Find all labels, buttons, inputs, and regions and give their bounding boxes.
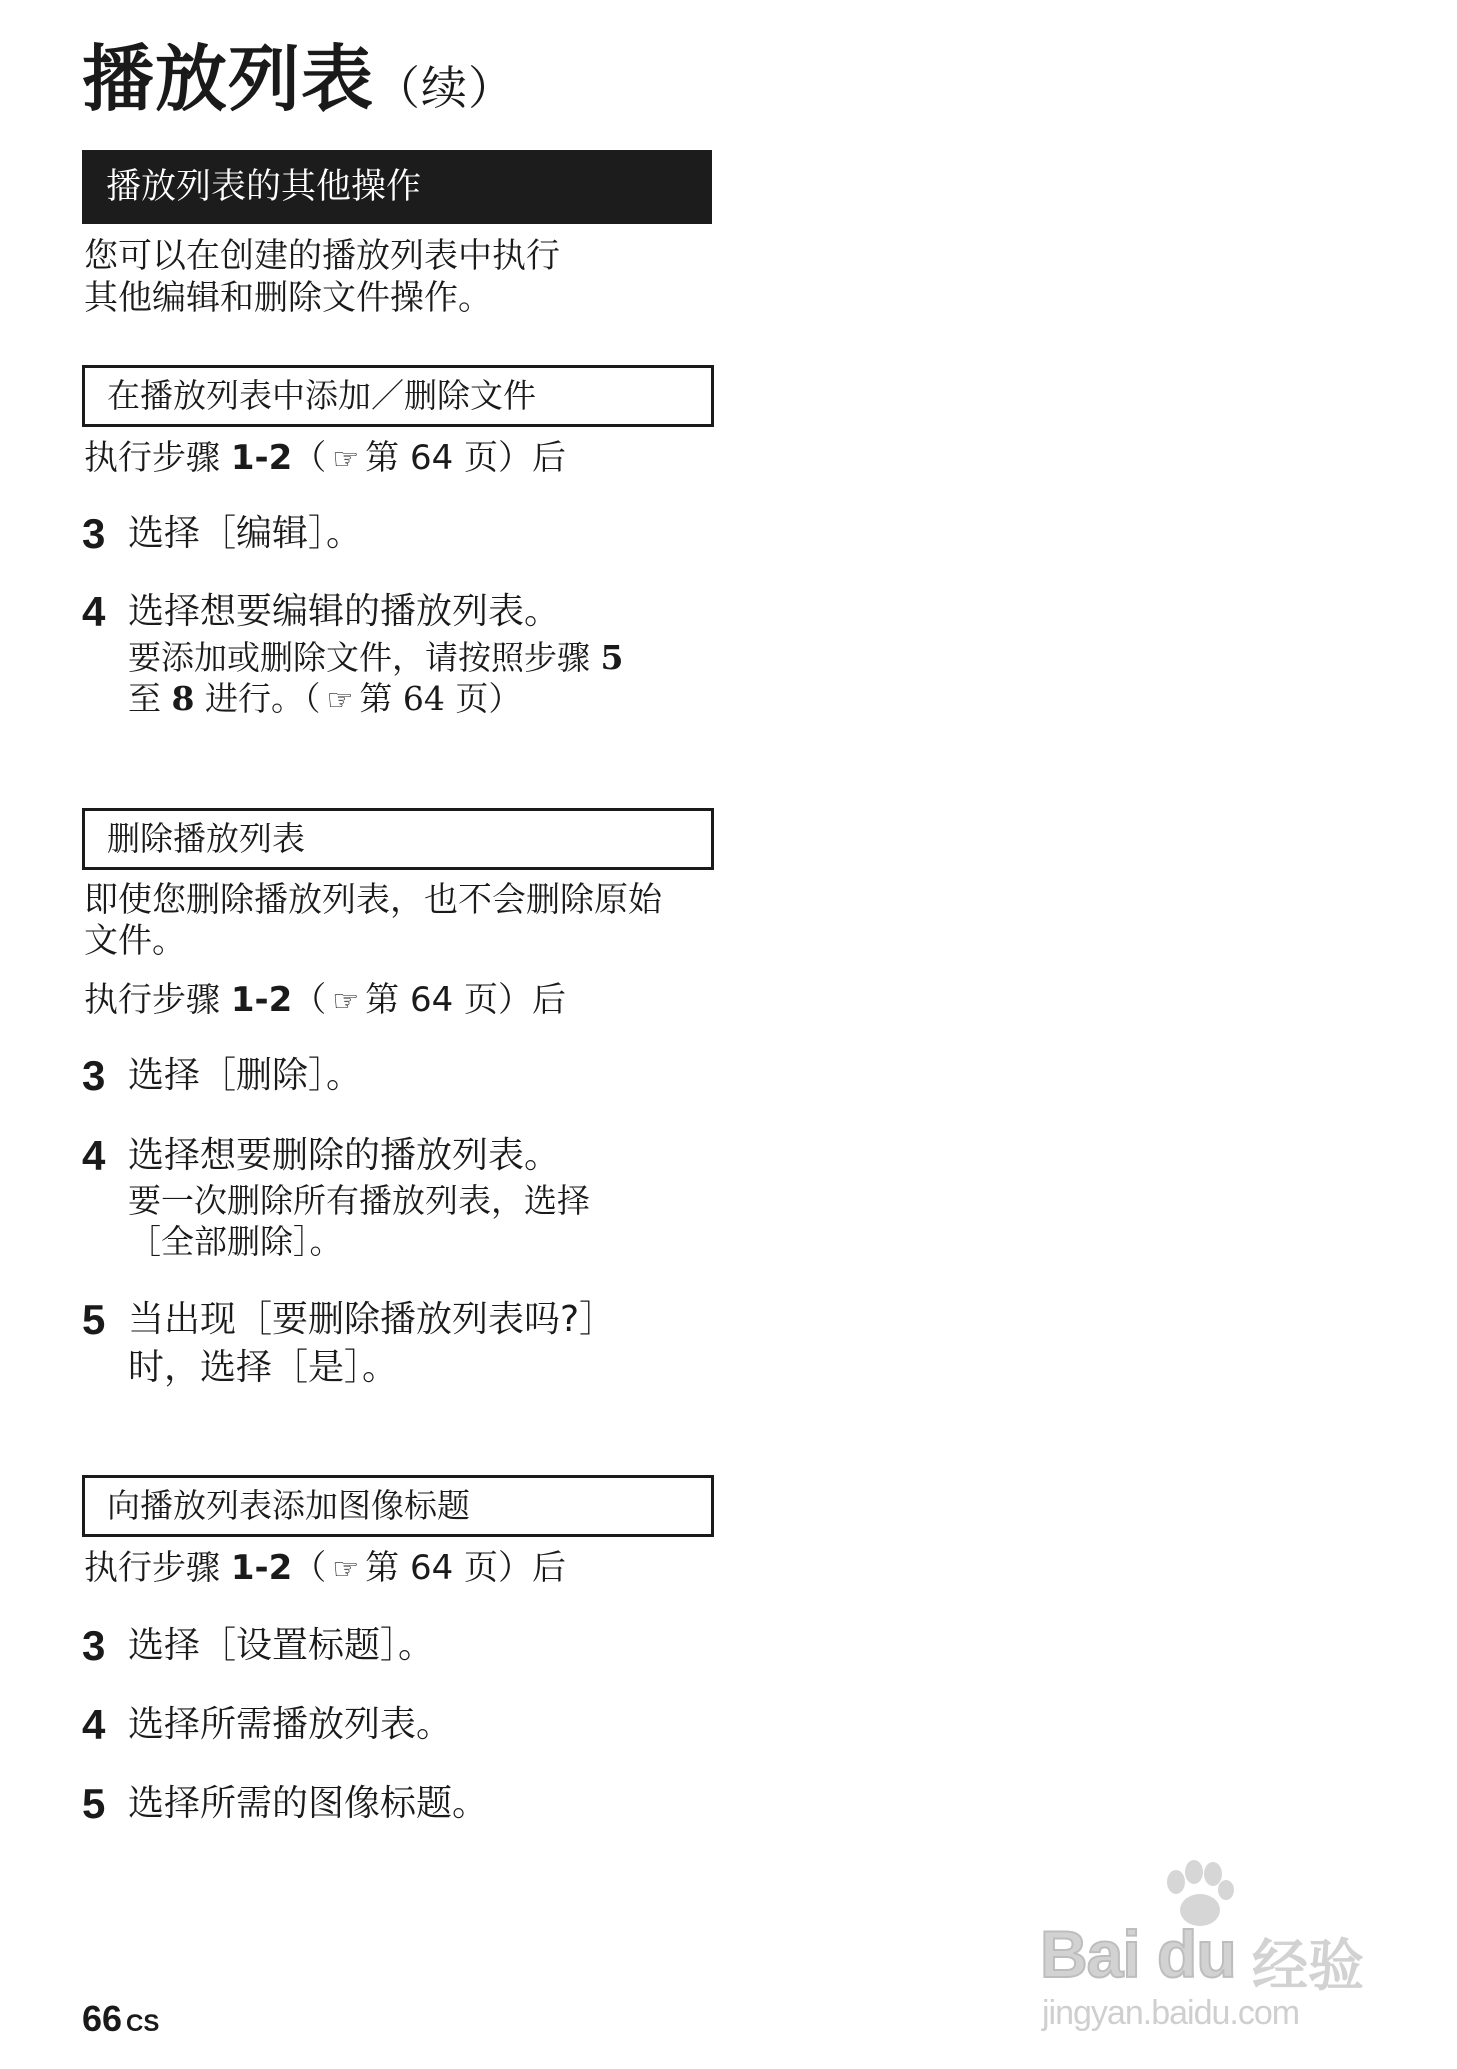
subsection-heading-add-remove: 在播放列表中添加／删除文件 [82, 365, 714, 427]
note-text: 至 [128, 679, 161, 718]
intro-paragraph [84, 235, 724, 319]
pointing-hand-icon: ☞ [326, 683, 354, 718]
page-number: 66 [82, 1998, 123, 2039]
step-text [128, 1296, 728, 1392]
step-number: 4 [82, 1701, 106, 1748]
prerequisite-line [84, 1546, 566, 1592]
note-step-ref: 5 [600, 638, 624, 677]
prerequisite-label: 执行步骤 [84, 980, 220, 1020]
step-text-line: 当出现［要删除播放列表吗?］ [128, 1299, 616, 1340]
paragraph-line: 文件。 [84, 921, 186, 961]
intro-line-1: 您可以在创建的播放列表中执行 [84, 236, 560, 276]
watermark-url: jingyan.baidu.com [1042, 1994, 1300, 2032]
prerequisite-label: 执行步骤 [84, 1548, 220, 1588]
note-text: 进行。（ [204, 679, 321, 718]
language-code: CS [126, 2010, 160, 2037]
note-page-ref: 第 64 页） [359, 679, 522, 718]
pointing-hand-icon: ☞ [332, 984, 360, 1019]
step-text: 选择［设置标题］。 [128, 1625, 435, 1666]
step-text: 选择所需播放列表。 [128, 1704, 453, 1745]
step-number: 3 [82, 1622, 106, 1669]
pointing-hand-icon: ☞ [332, 442, 360, 477]
step-text: 选择［删除］。 [128, 1055, 363, 1096]
step-note [128, 637, 728, 721]
step-number: 5 [82, 1296, 106, 1343]
prerequisite-paren: （ [292, 438, 327, 478]
paragraph-line: 即使您删除播放列表，也不会删除原始 [84, 880, 662, 920]
note-step-ref: 8 [171, 679, 195, 718]
prerequisite-page-ref: 第 64 页）后 [365, 980, 567, 1020]
page-footer [82, 1998, 159, 2040]
watermark-label: 经验 [1252, 1934, 1364, 1999]
prerequisite-paren: （ [292, 1548, 327, 1588]
prerequisite-page-ref: 第 64 页）后 [365, 438, 567, 478]
title-suffix: （续） [374, 61, 516, 115]
subsection-heading-delete-playlist: 删除播放列表 [82, 808, 714, 870]
pointing-hand-icon: ☞ [332, 1552, 360, 1587]
intro-line-2: 其他编辑和删除文件操作。 [84, 278, 492, 318]
note-text: 要添加或删除文件，请按照步骤 [128, 638, 590, 677]
prerequisite-label: 执行步骤 [84, 438, 220, 478]
step-number: 5 [82, 1780, 106, 1827]
note-text: 要一次删除所有播放列表，选择 [128, 1181, 590, 1220]
note-text: ［全部删除］。 [128, 1222, 343, 1261]
step-number: 4 [82, 1132, 106, 1179]
step-text-line: 时，选择［是］。 [128, 1347, 399, 1388]
step-number: 3 [82, 1052, 106, 1099]
page-title [82, 37, 516, 121]
step-number: 4 [82, 588, 106, 635]
prerequisite-steps: 1-2 [230, 1548, 293, 1588]
step-text: 选择［编辑］。 [128, 513, 363, 554]
prerequisite-line [84, 978, 566, 1024]
step-text: 选择所需的图像标题。 [128, 1783, 489, 1824]
section-heading: 播放列表的其他操作 [82, 150, 712, 224]
step-number: 3 [82, 510, 106, 557]
step-note [128, 1180, 728, 1262]
baidu-jingyan-watermark [1040, 1860, 1400, 2030]
watermark-brand: Bai du [1040, 1917, 1236, 1991]
prerequisite-steps: 1-2 [230, 980, 293, 1020]
subsection-heading-add-title: 向播放列表添加图像标题 [82, 1475, 714, 1537]
prerequisite-page-ref: 第 64 页）后 [365, 1548, 567, 1588]
step-text: 选择想要删除的播放列表。 [128, 1135, 561, 1176]
step-text: 选择想要编辑的播放列表。 [128, 591, 561, 632]
subsection-paragraph [84, 880, 724, 962]
prerequisite-steps: 1-2 [230, 438, 293, 478]
prerequisite-paren: （ [292, 980, 327, 1020]
prerequisite-line [84, 436, 566, 482]
title-main: 播放列表 [82, 37, 375, 121]
